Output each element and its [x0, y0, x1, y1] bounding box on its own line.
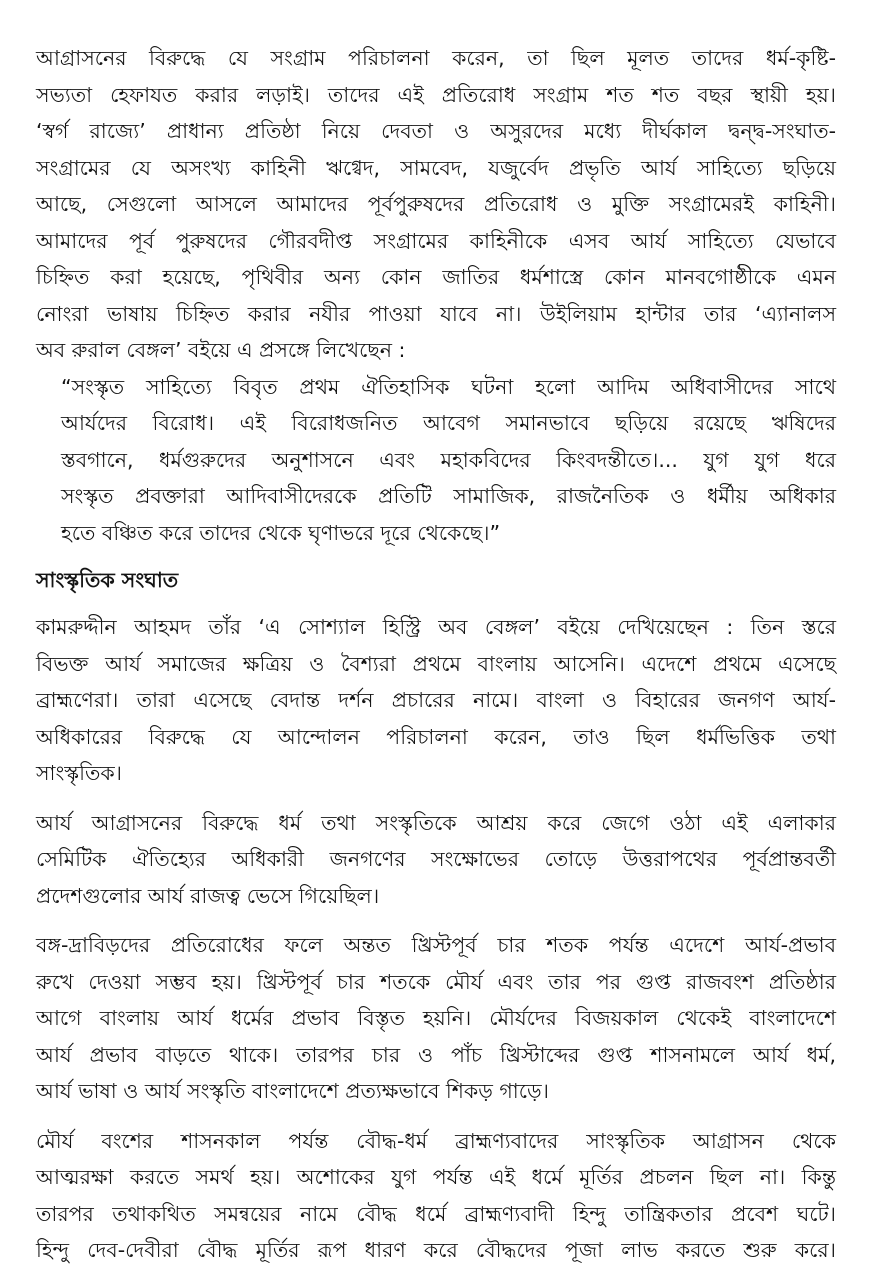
text-line: আছে, সেগুলো আসলে আমাদের পূর্বপুরুষদের প্রতিরোধ ও মুক্তি সংগ্রামেরই কাহিনী।	[36, 192, 836, 216]
text-line: বঙ্গ-দ্রাবিড়দের প্রতিরোধের ফলে অন্তত খ্রিস্টপূর্ব চার শতক পর্যন্ত এদেশে আর্য-প্রভাব	[36, 933, 836, 957]
text-line: অধিকারের বিরুদ্ধে যে আন্দোলন পরিচালনা করেন, তাও ছিল ধর্মভিত্তিক তথা	[36, 724, 836, 749]
text-line: বিভক্ত আর্য সমাজের ক্ষত্রিয় ও বৈশ্যরা প্রথমে বাংলায় আসেনি। এদেশে প্রথমে এসেছে	[36, 651, 836, 676]
text-line: রুখে দেওয়া সম্ভব হয়। খ্রিস্টপূর্ব চার শতকে মৌর্য এবং তার পর গুপ্ত রাজবংশ প্রতিষ্ঠার	[36, 969, 836, 994]
text-line: নোংরা ভাষায় চিহ্নিত করার নযীর পাওয়া যাবে না। উইলিয়াম হান্টার তার ‘এ্যানালস	[36, 301, 836, 326]
text-line: অব রুরাল বেঙ্গল’ বইয়ে এ প্রসঙ্গে লিখেছেন :	[36, 338, 406, 362]
paragraph-maurya	[36, 1123, 836, 1269]
text-line: সাংস্কৃতিক।	[36, 761, 122, 785]
text-line: তারপর তথাকথিত সমন্বয়ের নামে বৌদ্ধ ধর্মে ব্রাহ্মণ্যবাদী হিন্দু তান্ত্রিকতার প্রবেশ ঘটে।	[36, 1201, 836, 1226]
quote-line: হতে বঞ্চিত করে তাদের থেকে ঘৃণাভরে দূরে থেকেছে।”	[61, 520, 501, 545]
text-line: আর্য আগ্রাসনের বিরুদ্ধে ধর্ম তথা সংস্কৃতিকে আশ্রয় করে জেগে ওঠা এই এলাকার	[36, 810, 836, 835]
text-line: আমাদের পূর্ব পুরুষদের গৌরবদীপ্ত সংগ্রামের কাহিনীকে এসব আর্য সাহিত্যে যেভাবে	[36, 228, 836, 253]
quote-line: আর্যদের বিরোধ। এই বিরোধজনিত আবেগ সমানভাবে ছড়িয়ে রয়েছে ঋষিদের	[61, 411, 836, 435]
quote-line: স্তবগানে, ধর্মগুরুদের অনুশাসনে এবং মহাকবিদের কিংবদন্তীতে।... যুগ যুগ ধরে	[61, 447, 836, 472]
text-line: হিন্দু দেব-দেবীরা বৌদ্ধ মূর্তির রূপ ধারণ করে বৌদ্ধদের পূজা লাভ করতে শুরু করে।	[36, 1238, 836, 1262]
text-line: সংগ্রামের যে অসংখ্য কাহিনী ঋগ্বেদ, সামবেদ, যজুর্বেদ প্রভৃতি আর্য সাহিত্যে ছড়িয়ে	[36, 155, 836, 180]
quote-line: “সংস্কৃত সাহিত্যে বিবৃত প্রথম ঐতিহাসিক ঘটনা হলো আদিম অধিবাসীদের সাথে	[61, 374, 836, 399]
paragraph-kamruddin	[36, 609, 836, 792]
document-page	[36, 40, 836, 1282]
text-line: মৌর্য বংশের শাসনকাল পর্যন্ত বৌদ্ধ-ধর্ম ব্রাহ্মণ্যবাদের সাংস্কৃতিক আগ্রাসন থেকে	[36, 1128, 836, 1153]
quote-line: সংস্কৃত প্রবক্তারা আদিবাসীদেরকে প্রতিটি সামাজিক, রাজনৈতিক ও ধর্মীয় অধিকার	[61, 484, 836, 508]
paragraph-banga-dravida	[36, 927, 836, 1110]
section-heading: সাংস্কৃতিক সংঘাত	[36, 568, 179, 592]
text-line: ‘স্বর্গ রাজ্যে’ প্রাধান্য প্রতিষ্ঠা নিয়ে দেবতা ও অসুরদের মধ্যে দীর্ঘকাল দ্বন্দ্ব-সংঘাত-	[36, 119, 836, 143]
block-quote	[36, 369, 836, 552]
text-line: আগে বাংলায় আর্য ধর্মের প্রভাব বিস্তৃত হয়নি। মৌর্যদের বিজয়কাল থেকেই বাংলাদেশে	[36, 1006, 836, 1030]
text-line: প্রদেশগুলোর আর্য রাজত্ব ভেসে গিয়েছিল।	[36, 883, 380, 908]
text-line: আর্য প্রভাব বাড়তে থাকে। তারপর চার ও পাঁচ খ্রিস্টাব্দের গুপ্ত শাসনামলে আর্য ধর্ম,	[36, 1042, 836, 1067]
paragraph-semitic	[36, 805, 836, 915]
paragraph-intro	[36, 40, 836, 369]
text-line: ব্রাহ্মণেরা। তারা এসেছে বেদান্ত দর্শন প্রচারের নামে। বাংলা ও বিহারের জনগণ আর্য-	[36, 688, 836, 712]
text-line: আর্য ভাষা ও আর্য সংস্কৃতি বাংলাদেশে প্রত্যক্ষভাবে শিকড় গাড়ে।	[36, 1079, 549, 1103]
text-line: আত্মরক্ষা করতে সমর্থ হয়। অশোকের যুগ পর্যন্ত এই ধর্মে মূর্তির প্রচলন ছিল না। কিন্তু	[36, 1165, 836, 1189]
text-line: সভ্যতা হেফাযত করার লড়াই। তাদের এই প্রতিরোধ সংগ্রাম শত শত বছর স্থায়ী হয়।	[36, 82, 836, 107]
text-line: আগ্রাসনের বিরুদ্ধে যে সংগ্রাম পরিচালনা করেন, তা ছিল মূলত তাদের ধর্ম-কৃষ্টি-	[36, 46, 836, 70]
text-line: সেমিটিক ঐতিহ্যের অধিকারী জনগণের সংক্ষোভের তোড়ে উত্তরাপথের পূর্বপ্রান্তবর্তী	[36, 847, 836, 871]
text-line: চিহ্নিত করা হয়েছে, পৃথিবীর অন্য কোন জাতির ধর্মশাস্ত্রে কোন মানবগোষ্ঠীকে এমন	[36, 265, 836, 289]
text-line: কামরুদ্দীন আহমদ তাঁর ‘এ সোশ্যাল হিস্ট্রি অব বেঙ্গল’ বইয়ে দেখিয়েছেন : তিন স্তরে	[36, 615, 836, 639]
